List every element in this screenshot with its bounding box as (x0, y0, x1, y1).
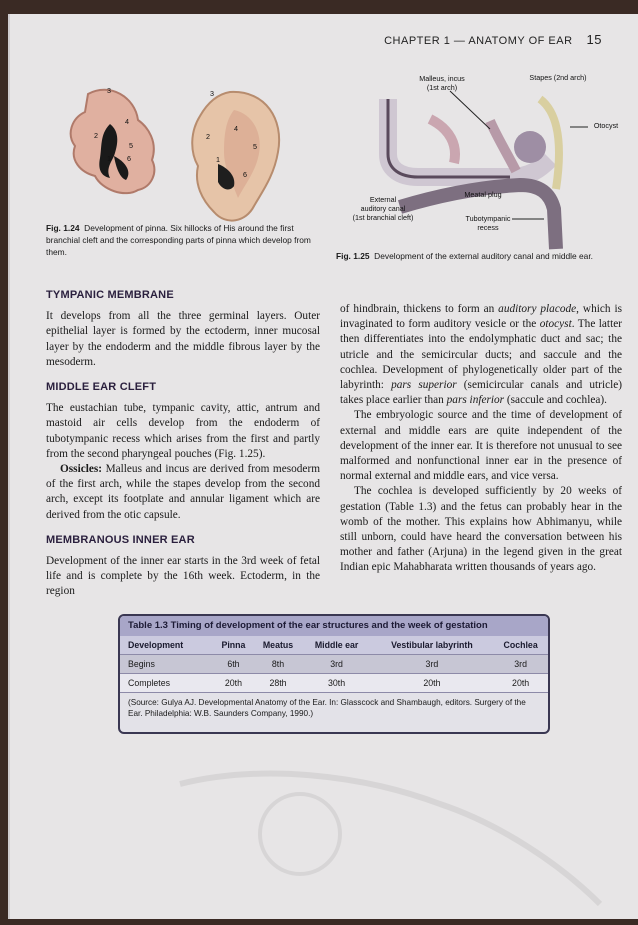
header-pinna: Pinna (213, 636, 253, 655)
table-cell: 8th (253, 655, 302, 674)
table-row (120, 674, 548, 693)
header-vestibular-labyrinth: Vestibular labyrinth (371, 636, 494, 655)
heading-tympanic-membrane: TYMPANIC MEMBRANE (46, 289, 174, 301)
label-tubotympanic-2: recess (477, 223, 499, 232)
label-malleus: Malleus, incus (419, 74, 465, 83)
cochlea-paragraph: The cochlea is developed sufficiently by 20 weeks of gestation (Table 1.3) and the fetus can probably hear in the womb of the mother. This explains how Abhimanyu, while still unborn, could have heard the conversation between his mother and father (Arjuna) in the legend given in the great Indian epic Mahabharata written thousands of years ago. (340, 485, 622, 574)
label-external-canal-1: External (369, 195, 397, 204)
hillock-label-2b: 2 (206, 132, 210, 141)
running-head (384, 32, 602, 47)
right-text-column (340, 302, 622, 576)
table-cell: 28th (253, 674, 302, 693)
header-development: Development (120, 636, 213, 655)
label-otocyst: Otocyst (593, 121, 619, 130)
hillock-label-6b: 6 (243, 170, 247, 179)
italic-pars-inferior: pars inferior (446, 394, 505, 407)
italic-pars-superior: pars superior (391, 379, 457, 392)
italic-otocyst: otocyst (539, 318, 572, 331)
embryologic-source-paragraph: The embryologic source and the time of development of external and middle ears are quite independent of the development of the inner ear. It is therefore not unusual to see malformed and nonfunctional inner ear in the presence of normal external and middle ears, and vice versa. (340, 409, 622, 483)
table-cell: 20th (493, 674, 548, 693)
text-run: . The latter then differentiates into the endolymphatic duct and sac; the utricle and the semicircular ducts; and saccule and the cochlea. Development of phylogenetically older part of the labyrinth: (340, 318, 622, 392)
page-number: 15 (586, 32, 602, 47)
label-stapes: Stapes (2nd arch) (529, 73, 587, 82)
heading-membranous-inner-ear: MEMBRANOUS INNER EAR (46, 533, 195, 546)
figure-1-24-label: Fig. 1.24 (46, 223, 80, 233)
table-cell: 20th (371, 674, 494, 693)
label-malleus-arch: (1st arch) (426, 83, 458, 92)
label-external-canal-3: (1st branchial cleft) (352, 213, 414, 222)
table-cell: Completes (120, 674, 213, 693)
italic-auditory-placode: auditory placode (498, 303, 577, 315)
hillock-label-5a: 5 (129, 141, 133, 150)
hillock-label-1a: 1 (107, 154, 111, 163)
hillock-label-1b: 1 (216, 155, 220, 164)
hillock-label-6a: 6 (127, 154, 131, 163)
tympanic-paragraph: It develops from all the three germinal layers. Outer epithelial layer is formed by the ectoderm, inner mucosal layer by the endoderm and the middle fibrous layer by the mesoderm. (46, 310, 320, 368)
text-run: (semicircular canals and utricle) takes place earlier than (340, 379, 623, 407)
hillock-label-3a: 3 (107, 86, 111, 95)
hillock-label-4b: 4 (234, 124, 238, 133)
label-external-canal-2: auditory canal (360, 204, 406, 213)
figure-1-24-caption (46, 222, 316, 258)
hillock-label-5b: 5 (253, 142, 257, 151)
text-run: (saccule and cochlea). (504, 394, 607, 407)
text-run: , which is invaginated to form auditory vesicle or the (340, 303, 622, 331)
table-cell: Begins (120, 655, 213, 674)
table-row (120, 655, 548, 674)
table-cell: 3rd (303, 655, 371, 674)
table-header-row (120, 636, 548, 655)
table-source-note: (Source: Gulya AJ. Developmental Anatomy of the Ear. In: Glasscock and Shambaugh, editors. Surgery of the Ear. Philadelphia: W.B. Saunders Company, 1990.) (128, 698, 526, 718)
figure-1-25-label: Fig. 1.25 (336, 251, 370, 261)
table-cell: 3rd (371, 655, 494, 674)
middle-ear-paragraph: The eustachian tube, tympanic cavity, attic, antrum and mastoid air cells develop from the endoderm of tubotympanic recess which arises from the first and partly from the second pharyngeal pouches (Fig. 1.25). (46, 402, 320, 460)
figure-1-24-caption-text: Development of pinna. Six hillocks of His around the first branchial cleft and the corresponding parts of pinna which develop from them. (46, 223, 311, 257)
figure-1-25-caption-text: Development of the external auditory canal and middle ear. (374, 251, 593, 261)
header-cochlea: Cochlea (493, 636, 548, 655)
chapter-title: CHAPTER 1 — ANATOMY OF EAR (384, 35, 573, 47)
text-run: of hindbrain, thickens to form an (340, 303, 499, 315)
header-middle-ear: Middle ear (303, 636, 371, 655)
header-meatus: Meatus (253, 636, 302, 655)
ossicles-text: Malleus and incus are derived from mesoderm of the first arch, while the stapes develop from the second arch, except its footplate and annular ligament which are derived from the otic capsule. (46, 463, 320, 521)
table-1-3 (118, 614, 550, 734)
label-meatal-plug: Meatal plug (464, 190, 502, 199)
figure-1-25-caption (336, 250, 626, 262)
show-through-figure (140, 744, 620, 924)
ossicles-label: Ossicles: (60, 463, 103, 476)
inner-ear-continued-paragraph (340, 302, 622, 408)
heading-middle-ear-cleft: MIDDLE EAR CLEFT (46, 381, 157, 394)
table-grid (120, 636, 548, 693)
table-title: Table 1.3 Timing of development of the ear structures and the week of gestation (120, 616, 548, 636)
table-cell: 30th (303, 674, 371, 693)
hillock-label-3b: 3 (210, 89, 214, 98)
label-tubotympanic-1: Tubotympanic (465, 214, 511, 223)
table-cell: 3rd (493, 655, 548, 674)
hillock-label-4a: 4 (125, 117, 129, 126)
ossicles-paragraph (46, 462, 320, 523)
table-cell: 20th (213, 674, 253, 693)
left-text-column (46, 288, 320, 600)
hillock-label-2a: 2 (94, 131, 98, 140)
inner-ear-paragraph: Development of the inner ear starts in the 3rd week of fetal life and is complete by the 16th week. Ectoderm, in the region (46, 555, 320, 598)
table-cell: 6th (213, 655, 253, 674)
book-page (8, 14, 638, 919)
